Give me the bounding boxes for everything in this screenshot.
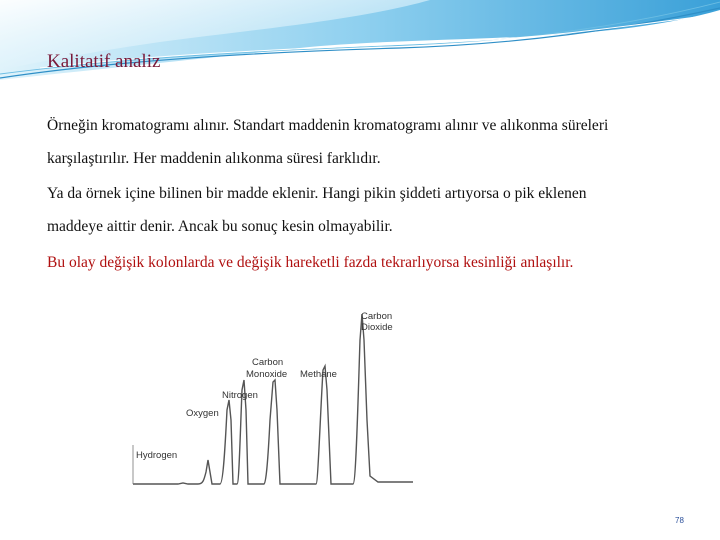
paragraph-3-highlight: Bu olay değişik kolonlarda ve değişik hareketli fazda tekrarlıyorsa kesinliği anlaşılır.	[47, 254, 574, 271]
paragraph-2-line-2: maddeye aittir denir. Ancak bu sonuç kesin olmayabilir.	[47, 218, 393, 235]
page-number: 78	[675, 516, 684, 525]
chromatogram-figure	[128, 300, 418, 495]
label-nitrogen: Nitrogen	[222, 390, 258, 401]
label-hydrogen: Hydrogen	[136, 450, 178, 461]
label-carbon-dioxide-2: Dioxide	[361, 322, 393, 333]
label-methane: Methane	[300, 369, 337, 380]
label-oxygen: Oxygen	[186, 408, 219, 419]
paragraph-1-line-1: Örneğin kromatogramı alınır. Standart maddenin kromatogramı alınır ve alıkonma süreleri	[47, 117, 609, 134]
slide-title: Kalitatif analiz	[47, 51, 161, 72]
header-wave-decoration	[0, 0, 720, 90]
paragraph-2-line-1: Ya da örnek içine bilinen bir madde eklenir. Hangi pikin şiddeti artıyorsa o pik eklenen	[47, 185, 587, 202]
paragraph-1-line-2: karşılaştırılır. Her maddenin alıkonma süresi farklıdır.	[47, 150, 381, 167]
label-carbon-dioxide-1: Carbon	[361, 311, 393, 322]
label-carbon-monoxide-2: Monoxide	[246, 369, 288, 380]
label-carbon-monoxide-1: Carbon	[252, 357, 284, 368]
